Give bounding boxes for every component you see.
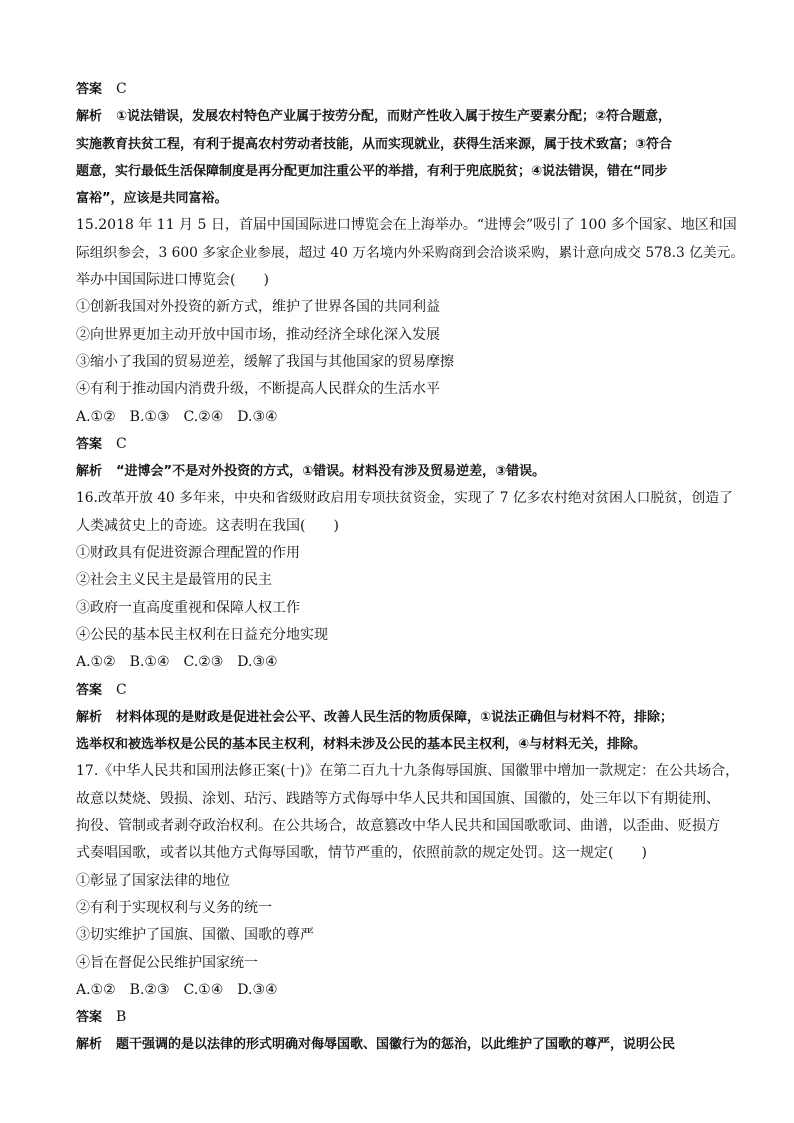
statement-option: ③切实维护了国旗、国徽、国歌的尊严 bbox=[76, 927, 314, 944]
answer-line bbox=[76, 431, 744, 458]
statement-option: ②社会主义民主是最管用的民主 bbox=[76, 572, 272, 589]
analysis-text: 材料体现的是财政是促进社会公平、改善人民生活的物质保障，①说法正确但与材料不符，排除； bbox=[116, 709, 674, 725]
answer-choices: A.①② B.①③ C.②④ D.③④ bbox=[76, 408, 278, 425]
analysis-text: “进博会”不是对外投资的方式，①错误。材料没有涉及贸易逆差，③错误。 bbox=[116, 464, 546, 480]
answer-label: 答案 bbox=[76, 82, 103, 97]
question-stem: 17.《中华人民共和国刑法修正案(十)》在第二百九十九条侮辱国旗、国徽罪中增加一款规定：在公共场合， bbox=[76, 763, 740, 780]
statement-option: ④有利于推动国内消费升级，不断提高人民群众的生活水平 bbox=[76, 381, 440, 398]
answer-line bbox=[76, 677, 744, 704]
statement-option: ④旨在督促公民维护国家统一 bbox=[76, 954, 258, 971]
answer-value: C bbox=[116, 681, 127, 698]
answer-value: B bbox=[116, 1009, 127, 1026]
answer-line bbox=[76, 1004, 744, 1031]
analysis-line bbox=[76, 704, 744, 731]
question-stem: 故意以焚烧、毁损、涂划、玷污、践踏等方式侮辱中华人民共和国国旗、国徽的，处三年以下有期徒刑、 bbox=[76, 790, 720, 807]
question-stem: 式奏唱国歌，或者以其他方式侮辱国歌，情节严重的，依照前款的规定处罚。这一规定( ) bbox=[76, 845, 647, 862]
statement-option: ①创新我国对外投资的新方式，维护了世界各国的共同利益 bbox=[76, 299, 440, 316]
analysis-text: 实施教育扶贫工程，有利于提高农村劳动者技能，从而实现就业，获得生活来源，属于技术致富；③符合 bbox=[76, 136, 673, 152]
statement-option: ①彰显了国家法律的地位 bbox=[76, 872, 230, 889]
analysis-line bbox=[76, 458, 744, 485]
question-stem: 举办中国国际进口博览会( ) bbox=[76, 272, 269, 289]
analysis-text: 题干强调的是以法律的形式明确对侮辱国歌、国徽行为的惩治，以此维护了国歌的尊严，说明公民 bbox=[116, 1037, 676, 1053]
page-content bbox=[76, 76, 744, 1059]
analysis-text: 富裕”，应该是共同富裕。 bbox=[76, 191, 228, 207]
answer-choices: A.①② B.①④ C.②③ D.③④ bbox=[76, 654, 278, 671]
answer-choices: A.①② B.②③ C.①④ D.③④ bbox=[76, 981, 278, 998]
question-stem: 16.改革开放 40 多年来，中央和省级财政启用专项扶贫资金，实现了 7 亿多农村绝对贫困人口脱贫，创造了 bbox=[76, 490, 733, 507]
analysis-label: 解析 bbox=[76, 464, 103, 480]
analysis-text: 选举权和被选举权是公民的基本民主权利，材料未涉及公民的基本民主权利，④与材料无关，排除。 bbox=[76, 737, 647, 753]
answer-label: 答案 bbox=[76, 436, 103, 452]
question-stem: 拘役、管制或者剥夺政治权利。在公共场合，故意篡改中华人民共和国国歌歌词、曲谱，以歪曲、贬损方 bbox=[76, 818, 720, 835]
answer-value: C bbox=[116, 435, 127, 452]
statement-option: ③政府一直高度重视和保障人权工作 bbox=[76, 599, 300, 616]
analysis-text: ①说法错误，发展农村特色产业属于按劳分配，而财产性收入属于按生产要素分配；②符合题意， bbox=[116, 109, 672, 125]
answer-line bbox=[76, 76, 744, 103]
statement-option: ④公民的基本民主权利在日益充分地实现 bbox=[76, 626, 328, 643]
statement-option: ②向世界更加主动开放中国市场，推动经济全球化深入发展 bbox=[76, 326, 440, 343]
analysis-label: 解析 bbox=[76, 109, 103, 125]
answer-value: C bbox=[116, 81, 127, 97]
analysis-line bbox=[76, 103, 744, 130]
answer-label: 答案 bbox=[76, 1010, 103, 1026]
question-stem: 15.2018 年 11 月 5 日，首届中国国际进口博览会在上海举办。“进博会”吸引了 100 多个国家、地区和国 bbox=[76, 217, 737, 234]
question-stem: 人类减贫史上的奇迹。这表明在我国( ) bbox=[76, 517, 339, 534]
analysis-label: 解析 bbox=[76, 709, 103, 725]
statement-option: ①财政具有促进资源合理配置的作用 bbox=[76, 545, 300, 562]
answer-label: 答案 bbox=[76, 682, 103, 698]
statement-option: ③缩小了我国的贸易逆差，缓解了我国与其他国家的贸易摩擦 bbox=[76, 353, 454, 370]
analysis-label: 解析 bbox=[76, 1037, 103, 1053]
analysis-text: 题意，实行最低生活保障制度是再分配更加注重公平的举措，有利于兜底脱贫；④说法错误，错在“同步 bbox=[76, 163, 668, 179]
question-stem: 际组织参会，3 600 多家企业参展，超过 40 万名境内外采购商到会洽谈采购，累计意向成交 578.3 亿美元。 bbox=[76, 244, 744, 261]
analysis-line bbox=[76, 1031, 744, 1058]
statement-option: ②有利于实现权利与义务的统一 bbox=[76, 899, 272, 916]
